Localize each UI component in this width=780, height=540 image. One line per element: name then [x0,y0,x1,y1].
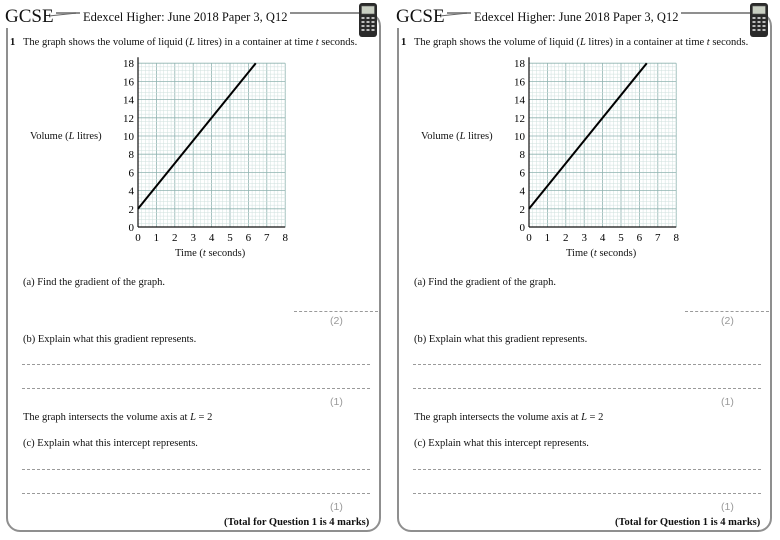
y-tick-label: 10 [123,131,134,143]
x-tick-label: 0 [526,232,532,244]
y-tick-label: 4 [519,185,525,198]
calculator-icon [357,2,379,38]
part-b-answer-line-2[interactable] [413,388,761,389]
y-tick-label: 0 [128,222,134,234]
part-b-marks: (1) [721,396,734,408]
part-b-marks: (1) [330,396,343,408]
x-axis-label: Time (t seconds) [566,248,637,259]
question-total: (Total for Question 1 is 4 marks) [224,517,370,528]
question-number: 1 [401,37,407,48]
part-c-marks: (1) [721,501,734,513]
part-c-marks: (1) [330,501,343,513]
part-b-answer-line-1[interactable] [413,364,761,365]
y-tick-label: 16 [514,76,525,89]
paper-title: Edexcel Higher: June 2018 Paper 3, Q12 [471,9,681,25]
x-tick-label: 1 [153,232,160,244]
part-b-question: (b) Explain what this gradient represents. [414,334,588,345]
y-tick-label: 8 [519,149,525,162]
part-c-answer-line-2[interactable] [413,493,761,494]
y-tick-label: 14 [123,94,134,107]
x-tick-label: 8 [282,232,288,244]
x-tick-label: 7 [264,232,270,244]
worksheet-panel-left [0,0,385,540]
y-tick-label: 14 [514,94,525,107]
y-tick-label: 6 [128,167,134,180]
part-a-question: (a) Find the gradient of the graph. [23,277,165,288]
part-c-answer-line-1[interactable] [413,469,761,470]
y-tick-label: 10 [514,131,525,143]
calculator-icon [748,2,770,38]
y-tick-label: 2 [519,203,525,216]
x-tick-label: 6 [245,232,252,244]
y-axis-label: Volume (L litres) [421,131,493,142]
y-tick-label: 8 [128,149,134,162]
x-tick-label: 2 [563,232,569,244]
paper-title: Edexcel Higher: June 2018 Paper 3, Q12 [80,9,290,25]
x-tick-label: 3 [190,232,196,244]
question-number: 1 [10,37,16,48]
x-tick-label: 1 [544,232,551,244]
y-tick-label: 6 [519,167,525,180]
x-tick-label: 6 [636,232,643,244]
x-tick-label: 5 [227,232,233,244]
question-total: (Total for Question 1 is 4 marks) [615,517,761,528]
part-a-question: (a) Find the gradient of the graph. [414,277,556,288]
x-axis-label: Time (t seconds) [175,248,246,259]
grid [529,63,676,227]
y-tick-label: 12 [514,112,525,125]
intercept-statement: The graph intersects the volume axis at L = 2 [414,412,604,423]
y-tick-label: 12 [123,112,134,125]
y-tick-label: 2 [128,203,134,216]
worksheet-panel-right [391,0,776,540]
x-tick-label: 8 [673,232,679,244]
question-stem: The graph shows the volume of liquid (L litres) in a container at time t seconds. [23,37,358,48]
intercept-statement: The graph intersects the volume axis at L = 2 [23,412,213,423]
y-tick-label: 18 [514,58,525,71]
x-tick-label: 3 [581,232,587,244]
volume-time-graph [20,54,300,244]
y-axis-label: Volume (L litres) [30,131,102,142]
x-tick-label: 5 [618,232,624,244]
y-tick-label: 16 [123,76,134,89]
part-b-question: (b) Explain what this gradient represents. [23,334,197,345]
x-tick-label: 2 [172,232,178,244]
gcse-brand: GCSE [5,6,54,27]
x-tick-label: 0 [135,232,141,244]
part-b-answer-line-2[interactable] [22,388,370,389]
part-c-answer-line-2[interactable] [22,493,370,494]
x-tick-label: 4 [208,232,215,244]
part-a-marks: (2) [721,315,734,327]
part-a-marks: (2) [330,315,343,327]
y-tick-label: 4 [128,185,134,198]
part-c-question: (c) Explain what this intercept represents. [414,438,589,449]
part-b-answer-line-1[interactable] [22,364,370,365]
x-tick-label: 7 [655,232,661,244]
y-tick-label: 18 [123,58,134,71]
y-tick-label: 0 [519,222,525,234]
part-c-question: (c) Explain what this intercept represents. [23,438,198,449]
part-c-answer-line-1[interactable] [22,469,370,470]
x-tick-label: 4 [599,232,606,244]
part-a-answer-line[interactable] [294,311,378,312]
grid [138,63,285,227]
gcse-brand: GCSE [396,6,445,27]
part-a-answer-line[interactable] [685,311,769,312]
volume-time-graph [411,54,691,244]
question-stem: The graph shows the volume of liquid (L litres) in a container at time t seconds. [414,37,749,48]
